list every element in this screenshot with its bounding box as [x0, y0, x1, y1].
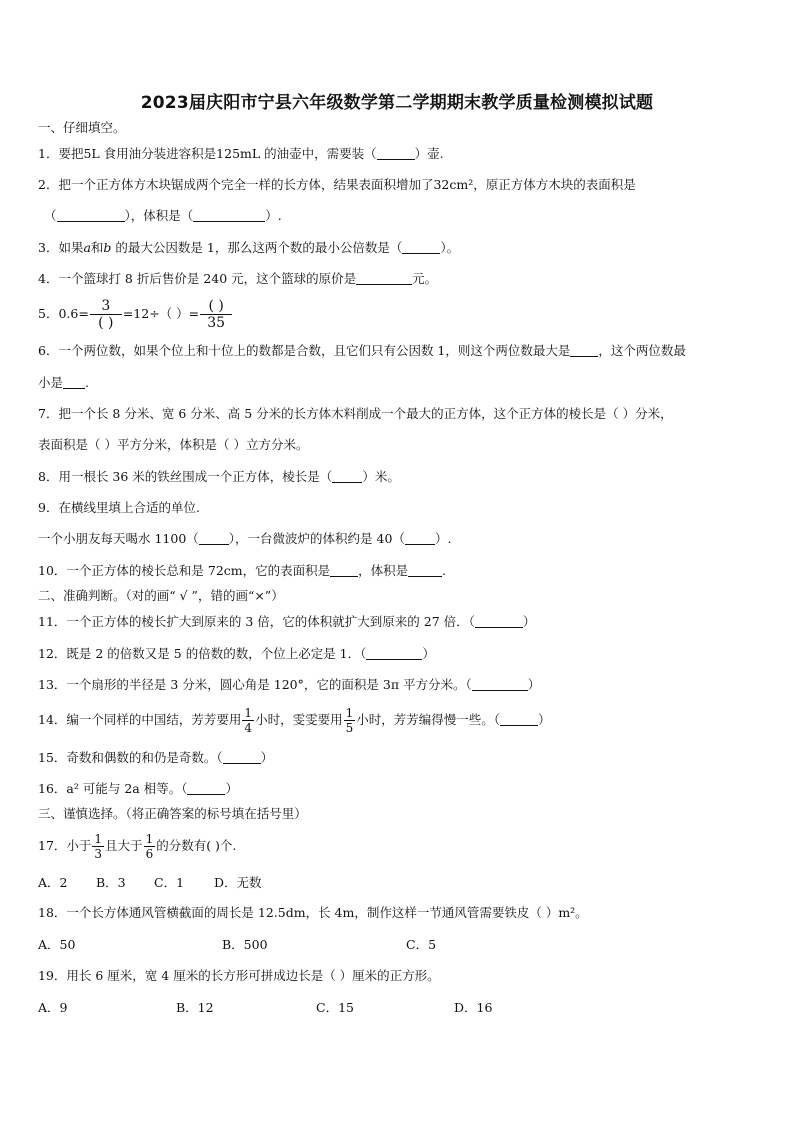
option-d[interactable]: D．16 — [454, 1000, 493, 1015]
answer-blank[interactable] — [330, 564, 358, 577]
option-a[interactable]: A．50 — [38, 937, 76, 952]
option-c[interactable]: C．5 — [406, 937, 437, 952]
question-12: 12．既是 2 的倍数又是 5 的倍数的数，个位上必定是 1．（ ） — [38, 646, 435, 661]
option-a[interactable]: A．9 — [38, 1000, 68, 1015]
answer-blank[interactable] — [402, 241, 440, 254]
option-b[interactable]: B．12 — [176, 1000, 214, 1015]
question-10: 10．一个正方体的棱长总和是 72cm，它的表面积是 ，体积是 . — [38, 563, 447, 578]
question-17: 17．小于 $\frac{1}{3}$ 且大于 $\frac{1}{6}$ 的分数有( )个. — [38, 832, 237, 861]
answer-blank[interactable] — [193, 209, 265, 222]
section-heading-multiple-choice: 三、谨慎选择。（将正确答案的标号填在括号里） — [38, 806, 307, 821]
question-6-line-1: 6．一个两位数，如果个位上和十位上的数都是合数，且它们只有公因数 1，则这个两位数最大是 ，这个两位数最 — [38, 343, 686, 358]
fraction: $\frac{1}{3}$ — [94, 832, 103, 861]
question-4: 4．一个篮球打 8 折后售价是 240 元，这个篮球的原价是 元。 — [38, 271, 438, 286]
question-18: 18．一个长方体通风管横截面的周长是 12.5dm，长 4m，制作这样一节通风管需要铁皮（ ）m²。 — [38, 905, 588, 920]
fraction: $\frac{1}{4}$ — [244, 706, 253, 735]
answer-blank[interactable] — [57, 209, 125, 222]
question-11: 11．一个正方体的棱长扩大到原来的 3 倍，它的体积就扩大到原来的 27 倍．（ ） — [38, 614, 536, 629]
answer-blank[interactable] — [570, 344, 598, 357]
option-a[interactable]: A．2 — [38, 875, 68, 890]
answer-blank[interactable] — [199, 532, 229, 545]
answer-blank[interactable] — [408, 564, 442, 577]
question-15: 15．奇数和偶数的和仍是奇数。（ ） — [38, 750, 274, 765]
question-3: 3．如果a和b 的最大公因数是 1，那么这两个数的最小公倍数是（ ）。 — [38, 240, 460, 255]
answer-blank[interactable] — [223, 751, 261, 764]
question-13: 13．一个扇形的半径是 3 分米，圆心角是 120°，它的面积是 3π 平方分米。（ ） — [38, 677, 541, 692]
answer-blank[interactable] — [472, 678, 528, 691]
answer-blank[interactable] — [332, 470, 362, 483]
answer-blank[interactable] — [356, 272, 412, 285]
answer-blank[interactable] — [500, 713, 538, 726]
question-19-options — [38, 1000, 492, 1016]
question-6-line-2: 小是 . — [38, 375, 89, 390]
option-b[interactable]: B．500 — [222, 937, 268, 952]
answer-blank[interactable] — [366, 647, 422, 660]
question-9-line-1: 9．在横线里填上合适的单位. — [38, 500, 200, 515]
question-2-line-1: 2．把一个正方体方木块锯成两个完全一样的长方体，结果表面积增加了32cm²，原正方体方木块的表面积是 — [38, 177, 636, 192]
section-heading-true-false: 二、准确判断。（对的画“ √ ”，错的画“×”） — [38, 588, 284, 603]
question-16: 16．a² 可能与 2a 相等。（ ） — [38, 781, 238, 796]
option-c[interactable]: C．1 — [154, 875, 185, 890]
page-title: 2023届庆阳市宁县六年级数学第二学期期末教学质量检测模拟试题 — [140, 93, 654, 113]
option-d[interactable]: D．无数 — [214, 875, 262, 890]
option-c[interactable]: C．15 — [316, 1000, 354, 1015]
question-14: 14．编一个同样的中国结，芳芳要用 $\frac{1}{4}$ 小时，雯雯要用 $\frac{1}{5}$ 小时，芳芳编得慢一些。（ ） — [38, 706, 551, 735]
fraction: $\frac{3}{( )}$ — [90, 299, 122, 330]
answer-blank[interactable] — [475, 615, 523, 628]
question-1: 1．要把5L 食用油分装进容积是125mL 的油壶中，需要装（ ）壶. — [38, 146, 444, 161]
question-7-line-1: 7．把一个长 8 分米、宽 6 分米、高 5 分米的长方体木料削成一个最大的正方体，这个正方体的棱长是（ ）分米， — [38, 406, 673, 421]
answer-blank[interactable] — [405, 532, 435, 545]
answer-blank[interactable] — [187, 782, 225, 795]
question-7-line-2: 表面积是（ ）平方分米，体积是（ ）立方分米。 — [38, 437, 309, 452]
answer-blank[interactable] — [377, 147, 415, 160]
question-18-options — [38, 937, 436, 953]
question-5: 5．0.6= $\frac{3}{( )}$ =12÷（ ）= $\frac{( )}{35}$ — [38, 294, 233, 334]
fraction: $\frac{1}{5}$ — [345, 706, 354, 735]
section-heading-fill-in: 一、仔细填空。 — [38, 120, 126, 135]
fraction: $\frac{1}{6}$ — [145, 832, 154, 861]
answer-blank[interactable] — [63, 376, 85, 389]
fraction: $\frac{( )}{35}$ — [200, 299, 232, 330]
option-b[interactable]: B．3 — [96, 875, 126, 890]
question-19: 19．用长 6 厘米，宽 4 厘米的长方形可拼成边长是（ ）厘米的正方形。 — [38, 968, 440, 983]
question-2-line-2: （ ），体积是（ ）. — [44, 208, 282, 223]
question-9-line-2: 一个小朋友每天喝水 1100（ ），一台微波炉的体积约是 40（ ）. — [38, 531, 452, 546]
question-17-options — [38, 875, 262, 891]
question-8: 8．用一根长 36 米的铁丝围成一个正方体，棱长是（ ）米。 — [38, 469, 400, 484]
